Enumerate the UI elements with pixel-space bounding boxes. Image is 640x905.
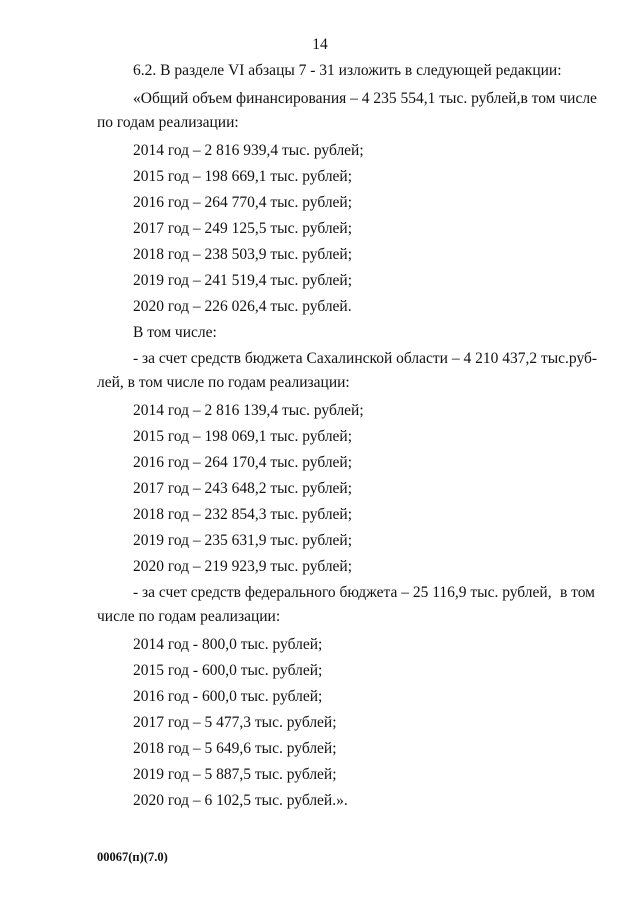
federal-year-line: 2015 год - 600,0 тыс. рублей; xyxy=(133,662,323,679)
total-year-line: 2017 год – 249 125,5 тыс. рублей; xyxy=(133,220,353,237)
regional-year-line: 2014 год – 2 816 139,4 тыс. рублей; xyxy=(133,402,364,419)
federal-year-line: 2014 год - 800,0 тыс. рублей; xyxy=(133,636,323,653)
total-year-line: 2020 год – 226 026,4 тыс. рублей. xyxy=(133,298,352,315)
total-year-line: 2014 год – 2 816 939,4 тыс. рублей; xyxy=(133,142,364,159)
regional-budget-text: - за счет средств бюджета Сахалинской области – 4 210 437,2 тыс. xyxy=(133,350,569,367)
federal-budget-line xyxy=(133,583,595,603)
federal-year-line: 2019 год – 5 887,5 тыс. рублей; xyxy=(133,766,337,783)
regional-budget-line xyxy=(133,349,598,369)
total-year-line: 2016 год – 264 770,4 тыс. рублей; xyxy=(133,194,353,211)
federal-year-line: 2018 год – 5 649,6 тыс. рублей; xyxy=(133,740,337,757)
total-year-line: 2018 год – 238 503,9 тыс. рублей; xyxy=(133,246,353,263)
total-year-line: 2015 год – 198 669,1 тыс. рублей; xyxy=(133,168,353,185)
regional-year-line: 2015 год – 198 069,1 тыс. рублей; xyxy=(133,428,353,445)
total-funding-continuation: по годам реализации: xyxy=(97,114,239,131)
total-year-line: 2019 год – 241 519,4 тыс. рублей; xyxy=(133,272,353,289)
federal-budget-text: - за счет средств федерального бюджета – 25 116,9 тыс. рублей, xyxy=(133,584,552,601)
regional-budget-tail: руб- xyxy=(568,350,598,367)
regional-year-line: 2020 год – 219 923,9 тыс. рублей; xyxy=(133,558,353,575)
document-code: 00067(п)(7.0) xyxy=(97,850,168,864)
page-number: 14 xyxy=(312,36,328,53)
federal-year-line: 2017 год – 5 477,3 тыс. рублей; xyxy=(133,714,337,731)
section-heading: 6.2. В разделе VI абзацы 7 - 31 изложить в следующей редакции: xyxy=(133,62,562,79)
regional-budget-continuation: лей, в том числе по годам реализации: xyxy=(97,374,350,391)
federal-budget-continuation: числе по годам реализации: xyxy=(97,608,281,625)
including-label: В том числе: xyxy=(133,324,217,341)
federal-year-line: 2020 год – 6 102,5 тыс. рублей.». xyxy=(133,792,348,809)
federal-budget-tail: в том xyxy=(559,584,595,601)
regional-year-line: 2017 год – 243 648,2 тыс. рублей; xyxy=(133,480,353,497)
regional-year-line: 2018 год – 232 854,3 тыс. рублей; xyxy=(133,506,353,523)
total-funding-text: «Общий объем финансирования – 4 235 554,1 тыс. рублей, xyxy=(133,90,521,107)
total-funding-line xyxy=(133,89,595,109)
federal-year-line: 2016 год - 600,0 тыс. рублей; xyxy=(133,688,323,705)
regional-year-line: 2016 год – 264 170,4 тыс. рублей; xyxy=(133,454,353,471)
regional-year-line: 2019 год – 235 631,9 тыс. рублей; xyxy=(133,532,353,549)
total-funding-tail: в том числе xyxy=(520,90,597,107)
